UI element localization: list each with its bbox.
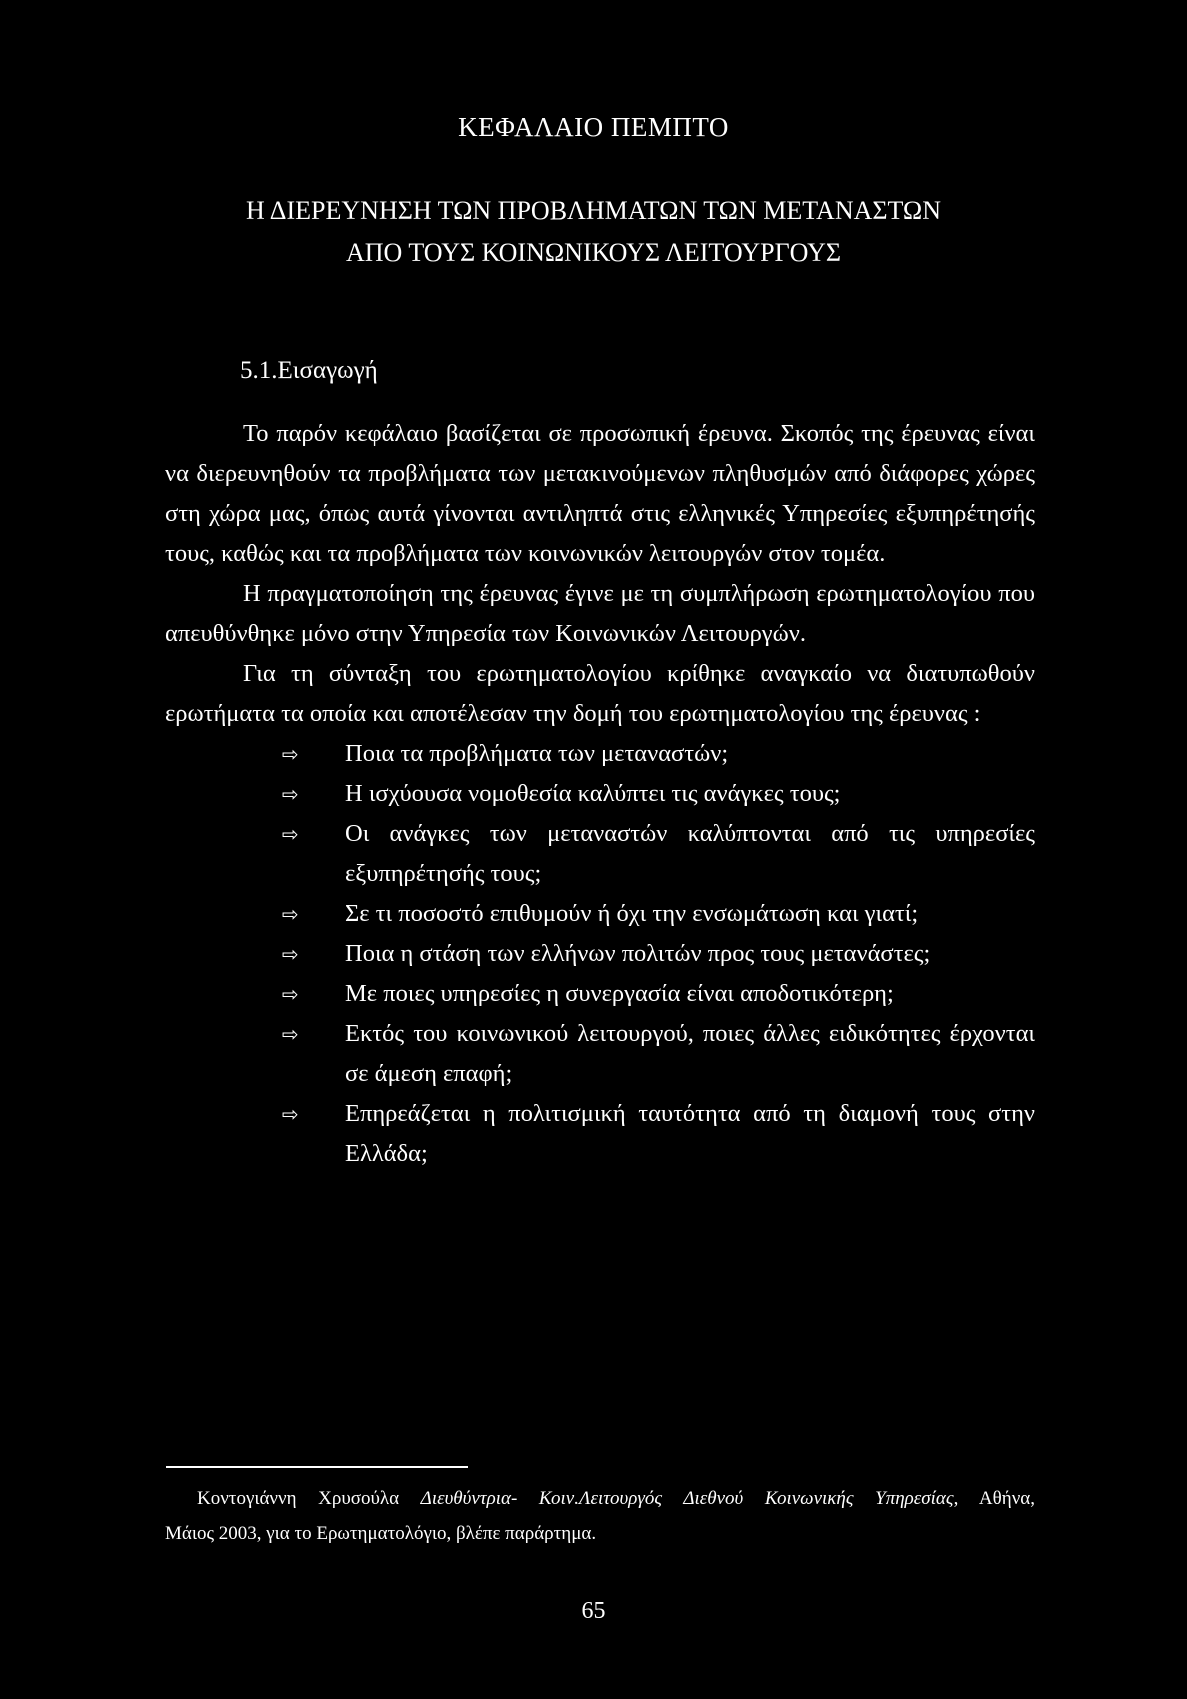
chapter-heading: ΚΕΦΑΛΑΙΟ ΠΕΜΠΤΟ [458, 112, 729, 142]
arrow-right-outline-icon: ⇨ [282, 1022, 299, 1046]
list-item [165, 974, 1035, 1014]
footnote-line-1 [165, 1481, 1035, 1516]
question-text: Εκτός του κοινωνικού λειτουργού, ποιες άλλες ειδικότητες έρχονται σε άμεση επαφή; [345, 1020, 1035, 1087]
chapter-title [120, 190, 1067, 274]
arrow-right-outline-icon: ⇨ [282, 822, 299, 846]
body-text [165, 414, 1035, 1174]
question-text: Ποια η στάση των ελλήνων πολιτών προς τους μετανάστες; [345, 940, 931, 967]
arrow-right-outline-icon: ⇨ [282, 782, 299, 806]
footnote-author: Κοντογιάννη Χρυσούλα [197, 1488, 421, 1509]
chapter-title-line-2: ΑΠΟ ΤΟΥΣ ΚΟΙΝΩΝΙΚΟΥΣ ΛΕΙΤΟΥΡΓΟΥΣ [345, 238, 841, 267]
arrow-right-outline-icon: ⇨ [282, 982, 299, 1006]
list-item [165, 934, 1035, 974]
arrow-right-outline-icon: ⇨ [282, 942, 299, 966]
footnote-line-2: Μάιος 2003, για το Ερωτηματολόγιο, βλέπε παράρτημα. [165, 1523, 597, 1544]
list-item [165, 774, 1035, 814]
list-item [165, 814, 1035, 894]
section-heading: 5.1.Εισαγωγή [240, 357, 378, 384]
list-item [165, 734, 1035, 774]
paragraph-questionnaire: Για τη σύνταξη του ερωτηματολογίου κρίθηκε αναγκαίο να διατυπωθούν ερωτήματα τα οποία και αποτέλεσαν την δομή του ερωτηματολογίου της έρευνας : [165, 660, 1035, 727]
question-text: Οι ανάγκες των μεταναστών καλύπτονται από τις υπηρεσίες εξυπηρέτησής τους; [345, 820, 1035, 887]
chapter-title-line-1: Η ΔΙΕΡΕΥΝΗΣΗ ΤΩΝ ΠΡΟΒΛΗΜΑΤΩΝ ΤΩΝ ΜΕΤΑΝΑΣΤΩΝ [245, 196, 942, 225]
arrow-right-outline-icon: ⇨ [282, 1102, 299, 1126]
footnote-role: Διευθύντρια- Κοιν.Λειτουργός Διεθνού Κοινωνικής Υπηρεσίας [420, 1488, 954, 1509]
arrow-right-outline-icon: ⇨ [282, 902, 299, 926]
paragraph-method: Η πραγματοποίηση της έρευνας έγινε με τη συμπλήρωση ερωτηματολογίου που απευθύνθηκε μόνο στην Υπηρεσία των Κοινωνικών Λειτουργών. [165, 580, 1035, 647]
footnote-divider [166, 1466, 468, 1468]
question-list [165, 734, 1035, 1174]
list-item [165, 1014, 1035, 1094]
paragraph-purpose: Το παρόν κεφάλαιο βασίζεται σε προσωπική έρευνα. Σκοπός της έρευνας είναι να διερευνηθούν τα προβλήματα των μετακινούμενων πληθυσμών από διάφορες χώρες στη χώρα μας, όπως αυτά γίνονται αντιληπτά στις ελληνικές Υπηρεσίες εξυπηρέτησής τους, καθώς και τα προβλήματα των κοινωνικών λειτουργών στον τομέα. [165, 420, 1035, 567]
list-item [165, 1094, 1035, 1174]
question-text: Η ισχύουσα νομοθεσία καλύπτει τις ανάγκες τους; [345, 780, 841, 807]
question-text: Ποια τα προβλήματα των μεταναστών; [345, 740, 729, 767]
question-text: Επηρεάζεται η πολιτισμική ταυτότητα από τη διαμονή τους στην Ελλάδα; [345, 1100, 1035, 1167]
question-text: Με ποιες υπηρεσίες η συνεργασία είναι αποδοτικότερη; [345, 980, 894, 1007]
list-item [165, 894, 1035, 934]
footnote [165, 1481, 1035, 1551]
page-number: 65 [581, 1598, 606, 1624]
arrow-right-outline-icon: ⇨ [282, 742, 299, 766]
footnote-location: , Αθήνα, [953, 1488, 1035, 1509]
question-text: Σε τι ποσοστό επιθυμούν ή όχι την ενσωμάτωση και γιατί; [345, 900, 919, 927]
